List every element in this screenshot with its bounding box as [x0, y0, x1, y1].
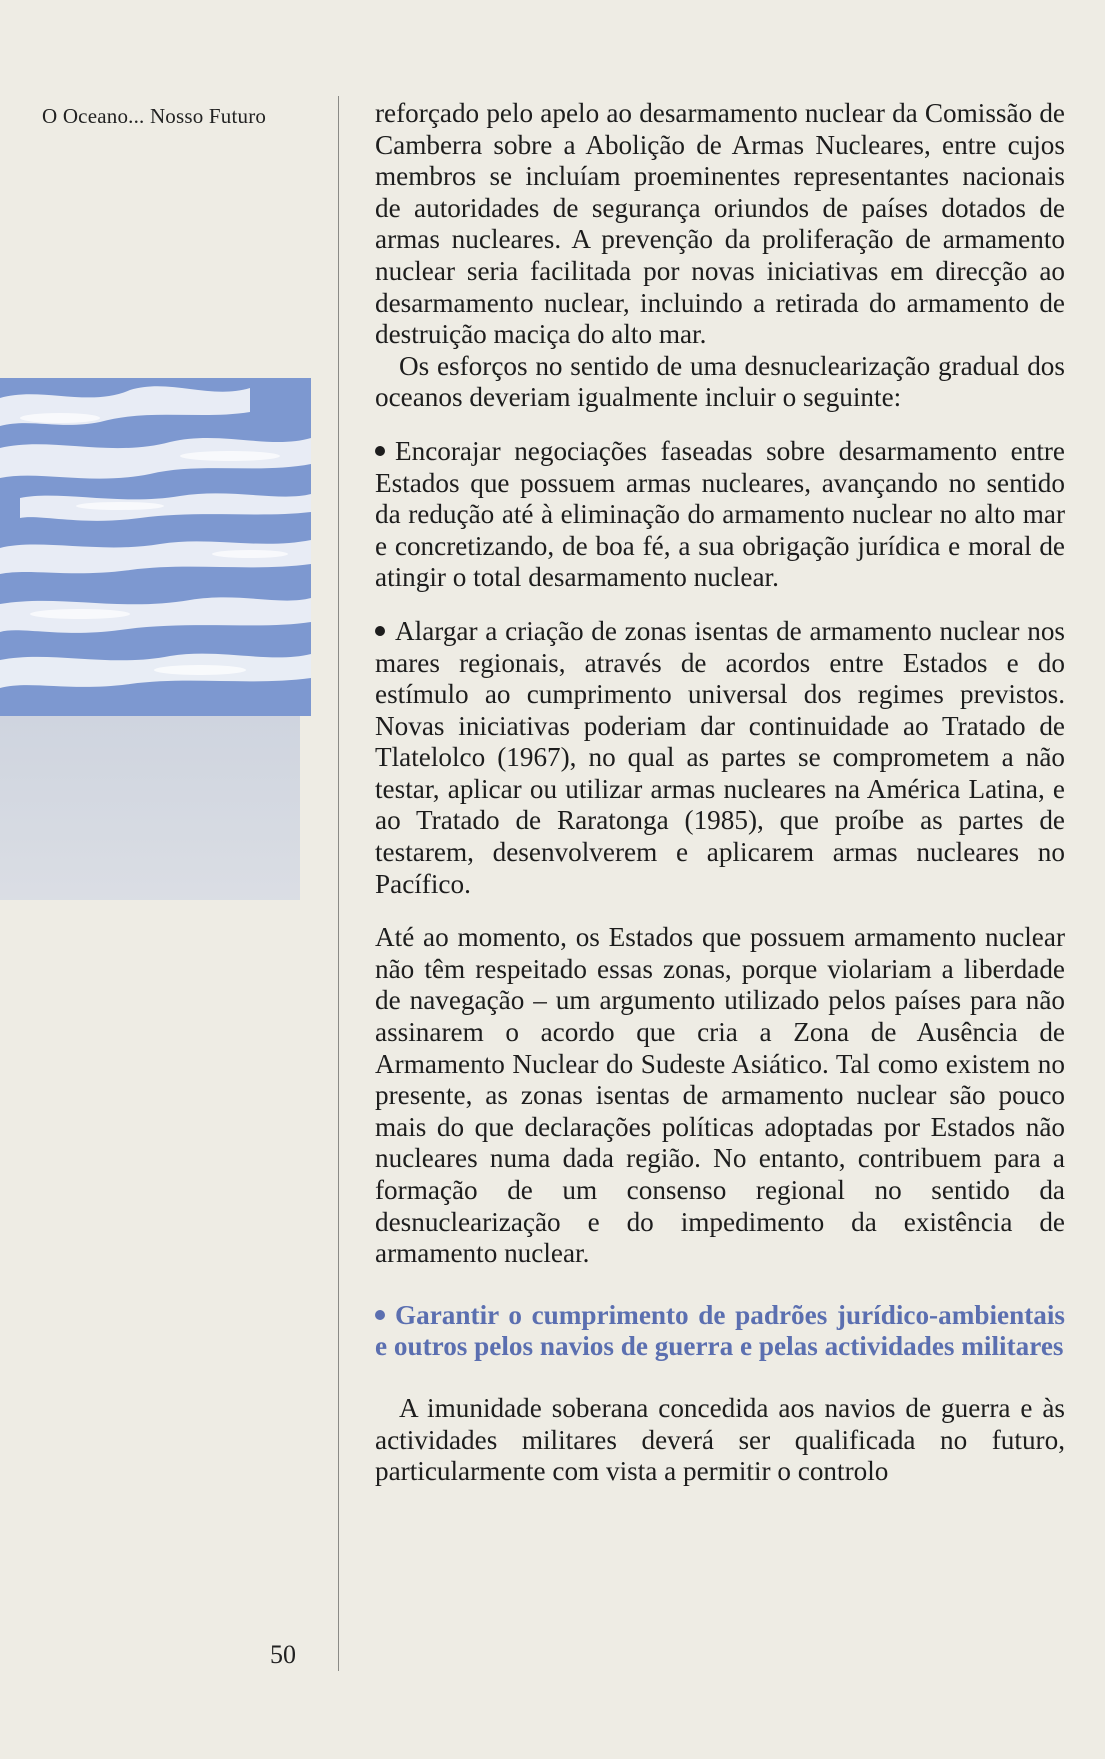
running-title: O Oceano... Nosso Futuro — [42, 104, 267, 128]
paragraph: Até ao momento, os Estados que possuem armamento nuclear não têm respeitado essas zonas, porque violariam a liberdade de navegação – um argumento utilizado pelos países para não assinarem o acordo que cria a Zona de Ausência de Armamento Nuclear do Sudeste Asiático. Tal como existem no presente, as zonas isentas de armamento nuclear são pouco mais do que declarações políticas adoptadas por Estados não nucleares numa dada região. No entanto, contribuem para a formação de um consenso regional no sentido da desnuclearização e do impedimento da existência de armamento nuclear. — [375, 922, 1065, 1269]
bullet-icon — [375, 626, 385, 636]
bullet-item: Encorajar negociações faseadas sobre desarmamento entre Estados que possuem armas nucleares, avançando no sentido da redução até à eliminação do armamento nuclear no alto mar e concretizando, de boa fé, a sua obrigação jurídica e moral de atingir o total desarmamento nuclear. — [375, 435, 1065, 593]
bullet-icon — [375, 446, 385, 456]
bullet-item: Alargar a criação de zonas isentas de armamento nuclear nos mares regionais, através de acordos entre Estados e do estímulo ao cumprimento universal dos regimes previstos. Novas iniciativas poderiam dar continuidade ao Tratado de Tlatelolco (1967), no qual as partes se comprometem a não testar, aplicar ou utilizar armas nucleares na América Latina, e ao Tratado de Raratonga (1985), que proíbe as partes de testarem, desenvolverem e aplicarem armas nucleares no Pacífico. — [375, 615, 1065, 899]
main-column — [375, 98, 1065, 1488]
paragraph: reforçado pelo apelo ao desarmamento nuclear da Comissão de Camberra sobre a Abolição de Armas Nucleares, entre cujos membros se incluíam proeminentes representantes nacionais de autoridades de segurança oriundos de países dotados de armas nucleares. A prevenção da proliferação de armamento nuclear seria facilitada por novas iniciativas em direcção ao desarmamento nuclear, incluindo a retirada do armamento de destruição maciça do alto mar. — [375, 98, 1065, 350]
section-heading: Garantir o cumprimento de padrões jurídico-ambientais e outros pelos navios de guerra e pelas actividades militares — [375, 1299, 1065, 1362]
sky-photo — [0, 378, 311, 716]
paragraph: Os esforços no sentido de uma desnuclearização gradual dos oceanos deveriam igualmente incluir o seguinte: — [375, 350, 1065, 413]
page-number: 50 — [270, 1640, 296, 1669]
column-rule — [338, 96, 339, 1671]
photo-shadow — [0, 716, 300, 900]
bullet-icon — [375, 1310, 385, 1320]
paragraph: A imunidade soberana concedida aos navios de guerra e às actividades militares deverá ser qualificada no futuro, particularmente com vista a permitir o controlo — [375, 1392, 1065, 1487]
